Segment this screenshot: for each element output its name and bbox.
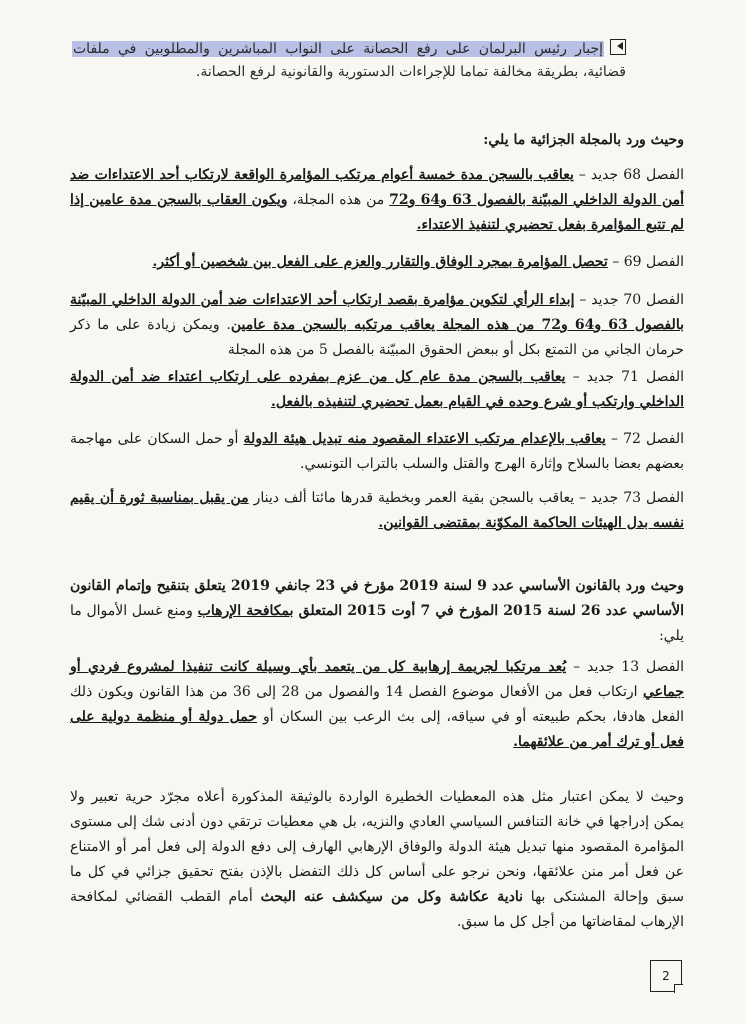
article-69 xyxy=(70,250,684,275)
article-72 xyxy=(70,427,684,477)
article-68-heading: الفصل 68 جديد – xyxy=(578,167,685,183)
article-71-underlined: يعاقب بالسجن مدة عام كل من عزم بمفرده على ارتكاب اعتداء ضد أمن الدولة الداخلي وارتكب أو شرع وحده في القيام بعمل تحضيري لتنفيذه بالفعل. xyxy=(70,369,684,410)
article-13-underlined-2: حمل دولة أو منظمة دولية على فعل أو ترك أمر من علائقهما. xyxy=(70,709,684,750)
article-72-underlined: يعاقب بالإعدام مرتكب الاعتداء المقصود منه تبديل هيئة الدولة xyxy=(243,431,606,447)
article-13-underlined-1: يُعد مرتكبا لجريمة إرهابية كل من يتعمد بأي وسيلة كانت تنفيذا لمشروع فردي أو جماعي xyxy=(70,659,684,700)
article-72-rest: أو حمل السكان على مهاجمة بعضهم بعضا بالسلاح وإثارة الهرج والقتل والسلب بالتراب التونسي. xyxy=(70,431,684,472)
article-69-heading: الفصل 69 – xyxy=(612,254,684,270)
conclusion-paragraph xyxy=(70,785,684,935)
article-73-text: يعاقب بالسجن بقية العمر وبخطية قدرها مائتا ألف دينار xyxy=(248,490,580,506)
terror-intro xyxy=(70,574,684,649)
page-number: 2 xyxy=(650,960,682,992)
article-73 xyxy=(70,486,684,536)
terror-intro-text-a: وحيث ورد بالقانون الأساسي عدد 9 لسنة 2019 مؤرخ في 23 جانفي 2019 يتعلق بتنقيح وإتمام القانون الأساسي عدد 26 لسنة 2015 المؤرخ في 7 أوت 2015 المتعلق xyxy=(70,578,685,619)
penal-intro xyxy=(70,128,684,153)
article-68-mid: من هذه المجلة، xyxy=(287,192,390,208)
article-13-mid: ارتكاب فعل من الأفعال موضوع الفصل 14 والفصول من 28 إلى 36 من هذا القانون ويكون ذلك الفعل هادفا، بحكم طبيعته أو في سياقه، إلى بث الرعب بين السكان أو xyxy=(70,684,685,725)
highlighted-text: إجبار رئيس البرلمان على رفع الحصانة على النواب المباشرين والمطلوبين في ملفات xyxy=(73,41,603,57)
article-70-underlined: إبداء الرأي لتكوين مؤامرة بقصد ارتكاب أحد الاعتداءات ضد أمن الدولة الداخلي المبيّنة بالفصول 63 و64 و72 من هذه المجلة يعاقب مرتكبه بالسجن مدة عامين xyxy=(70,292,684,333)
article-73-underlined: من يقبل بمناسبة ثورة أن يقيم نفسه بدل الهيئات الحاكمة المكوّنة بمقتضى القوانين. xyxy=(70,490,684,531)
article-70 xyxy=(70,288,684,363)
article-70-heading: الفصل 70 جديد – xyxy=(579,292,685,308)
bullet-paragraph xyxy=(72,38,626,84)
article-72-heading: الفصل 72 – xyxy=(610,431,685,447)
article-13 xyxy=(70,655,684,755)
article-13-heading: الفصل 13 جديد – xyxy=(573,659,685,675)
conclusion-text-a: وحيث لا يمكن اعتبار مثل هذه المعطيات الخطيرة الواردة بالوثيقة المذكورة أعلاه مجرّد حرية تعبير ولا يمكن إدراجها في خانة التنافس السياسي العادي والنزيه، بل هي معطيات ترتقي دون أدنى شك إلى مستوى المؤامرة المقصود منها تبديل هيئة الدولة والوفاق الإرهابي الهارف إلى دفع الدولة إلى فعل أمر أو الامتناع عن فعل أمر منن علائقها، ونحن نرجو على أساس كل ذلك التفضل بالإذن بفتح تحقيق جزائي في كل ما سبق وإحالة المشتكى بها xyxy=(70,789,684,905)
article-73-heading: الفصل 73 جديد – xyxy=(579,490,684,506)
conclusion-text-b: أمام القطب القضائي لمكافحة الإرهاب لمقاضاتها من أجل كل ما سبق. xyxy=(70,889,684,930)
article-71-heading: الفصل 71 جديد – xyxy=(572,369,685,385)
article-70-rest: . ويمكن زيادة على ما ذكر حرمان الجاني من التمتع بكل أو ببعض الحقوق المبيّنة بالفصل 5 من هذه المجلة xyxy=(70,317,684,358)
bullet-text-continued: قضائية، بطريقة مخالفة تماما للإجراءات الدستورية والقانونية لرفع الحصانة. xyxy=(195,64,626,80)
article-68-underlined-1: يعاقب بالسجن مدة خمسة أعوام مرتكب المؤامرة الواقعة لارتكاب أحد الاعتداءات ضد أمن الدولة الداخلي المبيّنة بالفصول 63 و64 و72 xyxy=(70,167,684,208)
arrow-bullet-icon xyxy=(610,39,626,55)
article-71 xyxy=(70,365,684,415)
article-69-underlined: تحصل المؤامرة بمجرد الوفاق والتقارر والعزم على الفعل بين شخصين أو أكثر. xyxy=(152,254,608,270)
terror-intro-text-b: ومنع غسل الأموال ما يلي: xyxy=(70,603,684,644)
article-68-underlined-2: ويكون العقاب بالسجن مدة عامين إذا لم تتبع المؤامرة بفعل تحضيري لتنفيذ الاعتداء. xyxy=(70,192,684,233)
article-68 xyxy=(70,163,684,238)
penal-intro-text: وحيث ورد بالمجلة الجزائية ما يلي: xyxy=(483,132,684,148)
conclusion-bold: نادية عكاشة وكل من سيكشف عنه البحث xyxy=(260,889,524,905)
terror-intro-underlined: بمكافحة الإرهاب xyxy=(197,603,294,619)
